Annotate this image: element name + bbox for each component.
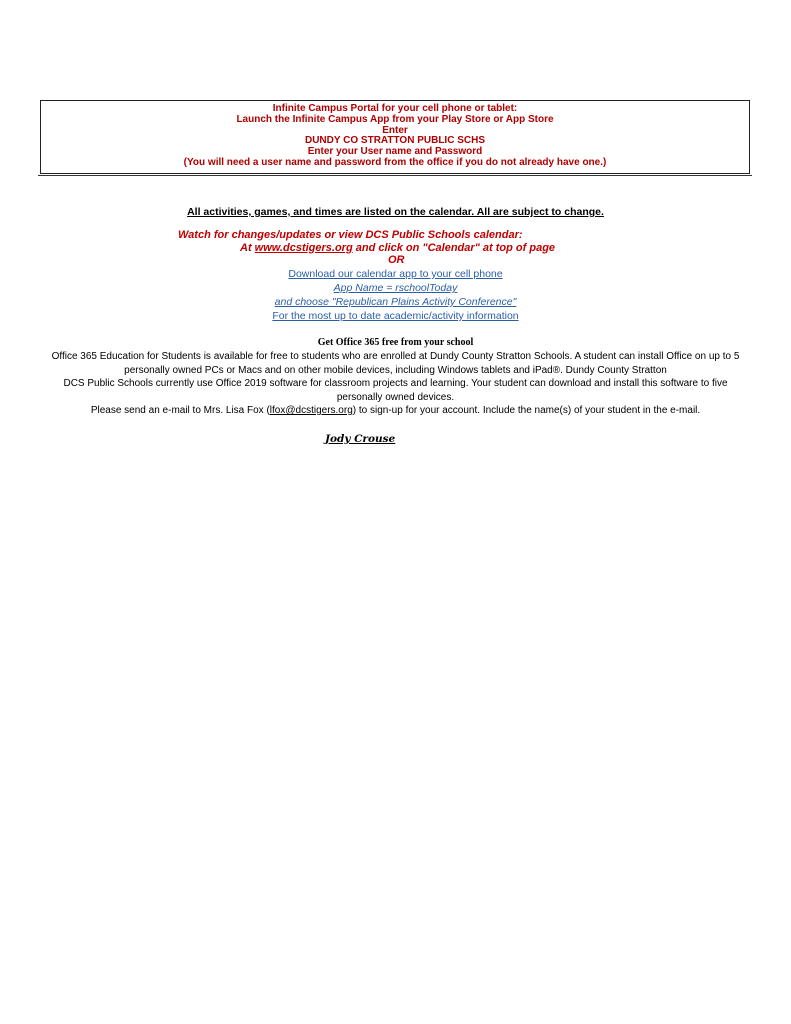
watch-line-2 xyxy=(0,242,791,255)
office-paragraph-1: Office 365 Education for Students is available for free to students who are enrolled at Dundy County Stratton Schools. A student can install Office on up to 5 personally owned PCs or Macs and on other mobile devices, including Windows tablets and iPad®. Dundy County Stratton xyxy=(51,351,740,376)
calendar-app-link[interactable]: Download our calendar app to your cell phone xyxy=(288,268,503,280)
portal-info-box xyxy=(40,100,750,174)
signature: Jody Crouse xyxy=(325,433,396,445)
office-paragraph-3 xyxy=(40,404,751,418)
app-name-link[interactable]: App Name = rschoolToday xyxy=(333,282,458,294)
email-link[interactable]: lfox@dcstigers.org xyxy=(269,405,353,416)
portal-line-5: Enter your User name and Password xyxy=(307,146,483,158)
portal-line-2: Launch the Infinite Campus App from your Play Store or App Store xyxy=(236,113,554,125)
office-paragraph-3-suffix: ) to sign-up for your account. Include the name(s) of your student in the e-mail. xyxy=(352,405,701,416)
watch-line-2-suffix: and click on "Calendar" at top of page xyxy=(352,241,556,254)
website-link[interactable]: www.dcstigers.org xyxy=(254,241,353,254)
office-paragraph-3-prefix: Please send an e-mail to Mrs. Lisa Fox ( xyxy=(90,405,270,416)
office-paragraph-2: DCS Public Schools currently use Office 2019 software for classroom projects and learning. Your student can download and install this software to five personally owned devices. xyxy=(63,378,728,403)
office-body xyxy=(40,350,751,418)
portal-line-1: Infinite Campus Portal for your cell phone or tablet: xyxy=(272,103,518,114)
conference-link[interactable]: and choose "Republican Plains Activity Conference" xyxy=(274,296,517,308)
academic-info-link[interactable]: For the most up to date academic/activity information xyxy=(272,310,519,322)
office-title: Get Office 365 free from your school xyxy=(317,337,474,348)
calendar-app-links xyxy=(0,267,791,323)
calendar-instructions xyxy=(0,229,791,267)
calendar-notice: All activities, games, and times are listed on the calendar. All are subject to change. xyxy=(187,206,604,218)
watch-line-1: Watch for changes/updates or view DCS Public Schools calendar: xyxy=(178,229,523,241)
watch-line-2-prefix: At xyxy=(240,241,255,254)
portal-line-6: (You will need a user name and password from the office if you do not already have one.) xyxy=(183,156,607,168)
portal-line-4: DUNDY CO STRATTON PUBLIC SCHS xyxy=(304,135,485,147)
watch-line-3: OR xyxy=(388,254,405,266)
portal-line-3: Enter xyxy=(382,124,408,136)
divider-line xyxy=(38,175,752,176)
